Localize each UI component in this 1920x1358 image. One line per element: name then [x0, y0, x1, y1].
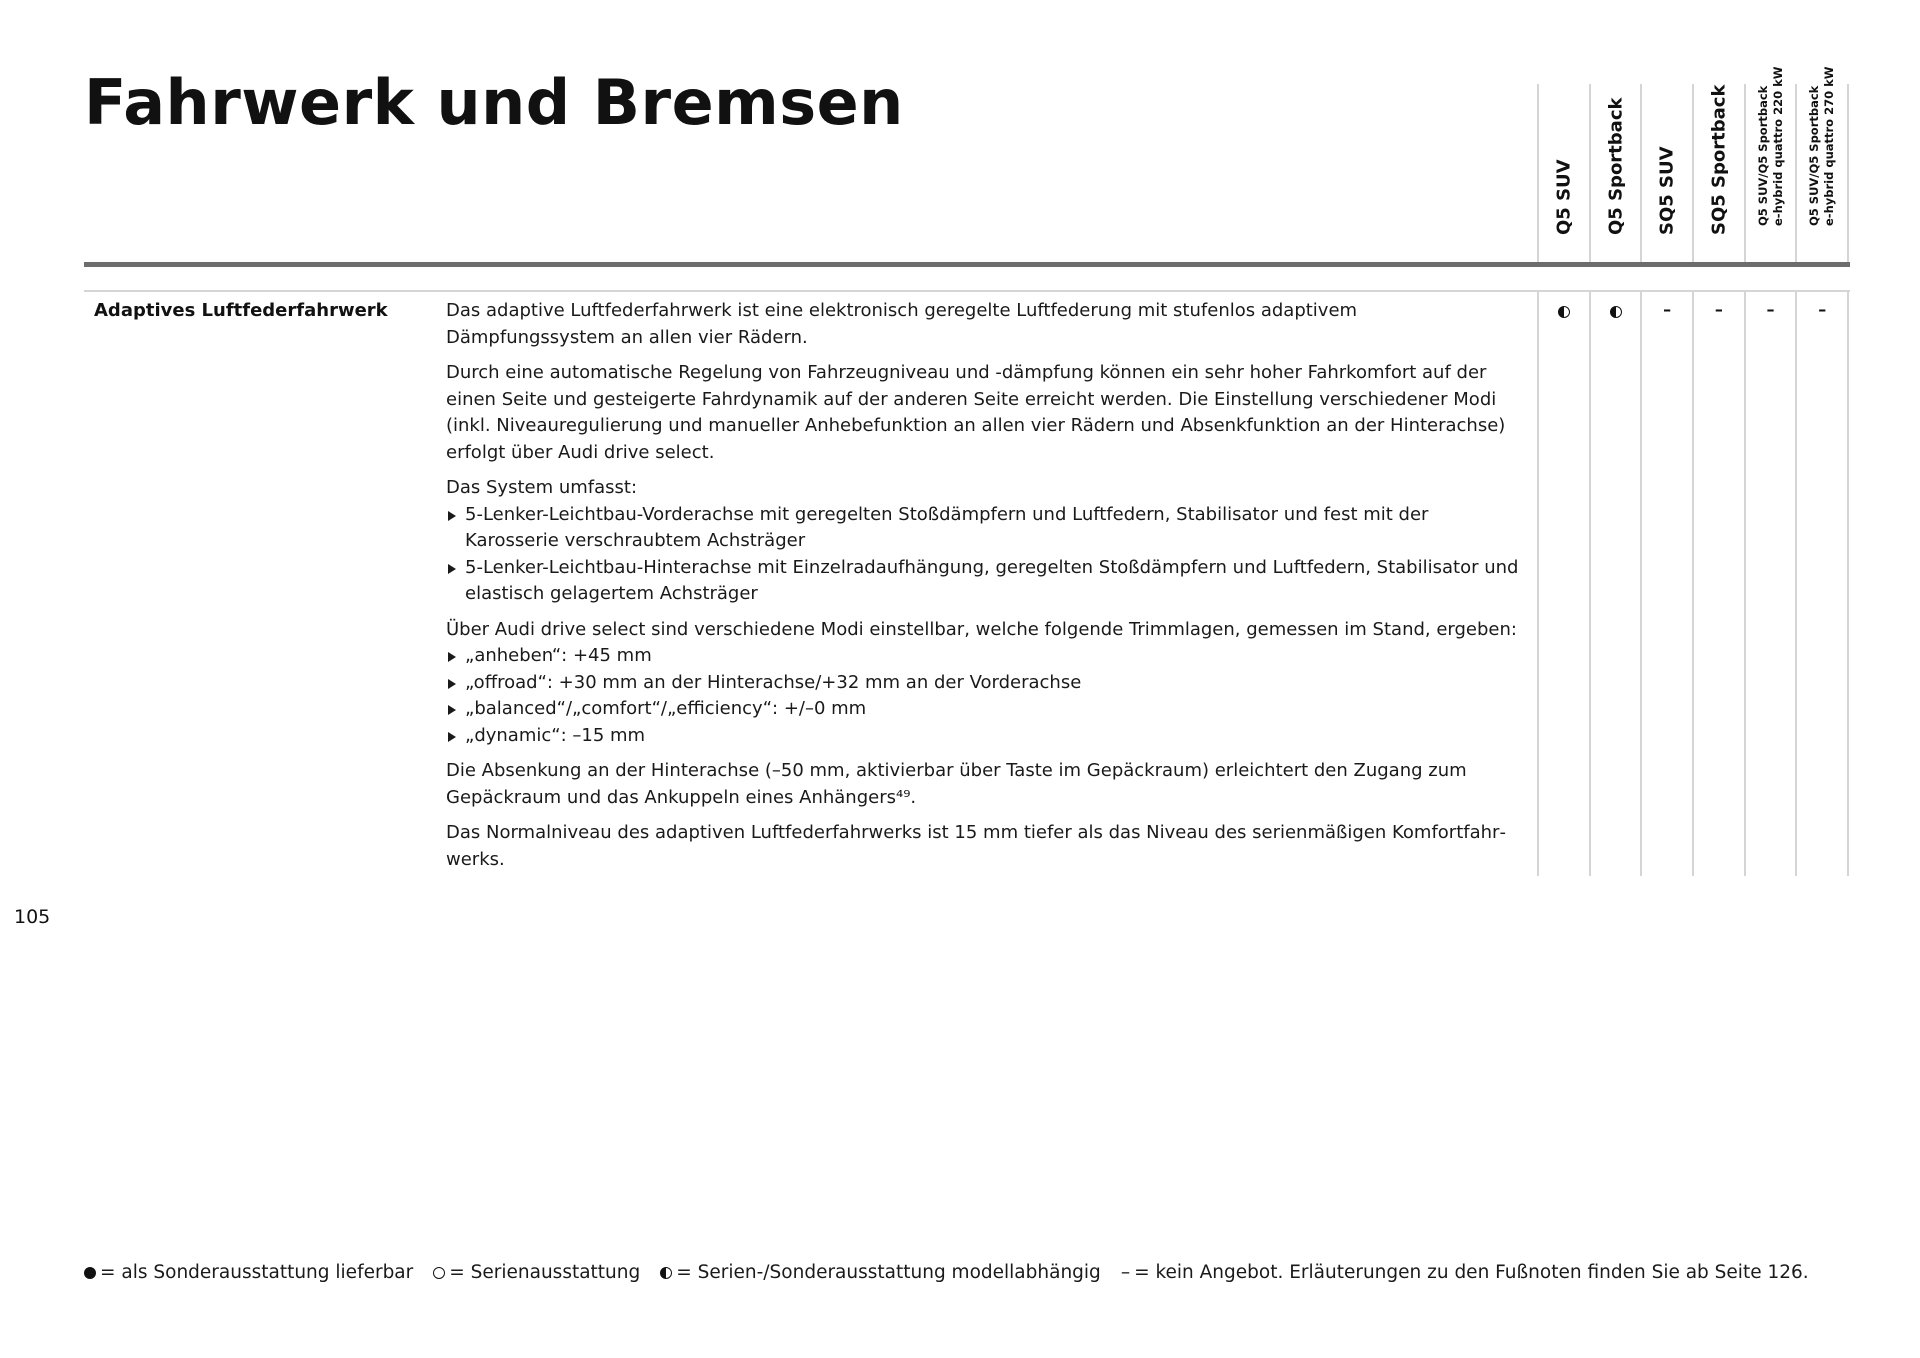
legend-item-optional: [84, 1262, 413, 1283]
list-item: „anheben“: +45 mm: [446, 643, 1526, 670]
description-paragraph: Das adaptive Luftfederfahrwerk ist eine elektronisch geregelte Luftfederung mit stufenlos adaptivem Dämpfungssystem an allen vier Rädern.: [446, 300, 1358, 348]
availability-cell-ehybrid-220: –: [1744, 292, 1796, 876]
half-filled-circle-icon: [1558, 306, 1570, 318]
bullet-list: [446, 502, 1526, 608]
column-header-ehybrid-270: [1795, 66, 1849, 262]
availability-cells: [1537, 292, 1849, 876]
availability-cell-sq5-suv: –: [1640, 292, 1692, 876]
legend-text: = Serien-/Sonderausstattung modellabhängig: [676, 1262, 1101, 1283]
column-label-line2: e-hybrid quattro 220 kW: [1770, 66, 1785, 226]
column-label-line2: e-hybrid quattro 270 kW: [1822, 66, 1837, 226]
description-paragraph: Das System umfasst:: [446, 477, 638, 498]
availability-cell-ehybrid-270: –: [1795, 292, 1849, 876]
list-item: „balanced“/„comfort“/„efficiency“: +/–0 mm: [446, 696, 1526, 723]
legend-item-not-available: [1121, 1262, 1809, 1283]
column-label: SQ5 SUV: [1656, 146, 1678, 235]
column-header-q5-suv: [1537, 84, 1589, 262]
legend-item-model-dependent: [660, 1262, 1101, 1283]
table-row: [84, 290, 1850, 876]
availability-cell-q5-suv: [1537, 292, 1589, 876]
description-paragraph: Das Normalniveau des adaptiven Luftfederfahrwerks ist 15 mm tiefer als das Niveau des serienmäßigen Komfortfahrwerks.: [446, 822, 1506, 870]
list-item: „dynamic“: –15 mm: [446, 723, 1526, 750]
empty-circle-icon: [433, 1267, 445, 1279]
page-number: 105: [14, 906, 51, 928]
half-filled-circle-icon: [1610, 306, 1622, 318]
legend-text: = Serienausstattung: [449, 1262, 641, 1283]
column-label-line1: Q5 SUV/Q5 Sportback: [1807, 85, 1822, 226]
column-header-sq5-suv: [1640, 84, 1692, 262]
column-header-sq5-sportback: [1692, 84, 1744, 262]
feature-name: Adaptives Luftfederfahrwerk: [94, 300, 388, 321]
legend: [84, 1262, 1809, 1283]
availability-cell-sq5-sportback: –: [1692, 292, 1744, 876]
column-headers: [1537, 66, 1849, 262]
dash-symbol: –: [1120, 1262, 1131, 1283]
column-label: [1807, 56, 1837, 226]
bullet-list: [446, 643, 1526, 749]
column-label: SQ5 Sportback: [1708, 84, 1730, 235]
header-divider: [84, 262, 1850, 267]
legend-item-standard: [433, 1262, 640, 1283]
column-label: [1756, 56, 1786, 226]
column-label: Q5 Sportback: [1605, 97, 1626, 235]
availability-cell-q5-sportback: [1589, 292, 1641, 876]
filled-circle-icon: [84, 1267, 96, 1279]
description-paragraph: Über Audi drive select sind verschiedene Modi einstellbar, welche folgende Trimmlagen, gemessen im Stand, ergeben:: [446, 618, 1517, 640]
column-header-q5-sportback: [1589, 84, 1641, 262]
column-header-ehybrid-220: [1744, 66, 1796, 262]
column-label-line1: Q5 SUV/Q5 Sportback: [1755, 85, 1770, 226]
description-paragraph: Die Absenkung an der Hinterachse (–50 mm, aktivierbar über Taste im Gepäckraum) erleichtert den Zugang zum Gepäckraum und das Ankuppeln eines Anhängers⁴⁹.: [446, 760, 1467, 808]
column-label: Q5 SUV: [1553, 159, 1575, 235]
description-paragraph: Durch eine automatische Regelung von Fahrzeugniveau und -dämpfung können ein sehr hoher Fahrkomfort auf der einen Seite und gesteigerte Fahrdynamik auf der anderen Seite erreicht werden. Die Einstellung verschiedener Modi (inkl. Niveauregulierung und manueller Anhebefunktion an allen vier Rädern und Absenkfunktion an der Hinterachse) erfolgt über Audi drive select.: [446, 362, 1506, 463]
feature-description: [446, 298, 1526, 882]
list-item: 5-Lenker-Leichtbau-Vorderachse mit geregelten Stoßdämpfern und Luftfedern, Stabilisator und fest mit der Karosserie verschraubtem Achsträger: [446, 502, 1526, 555]
list-item: „offroad“: +30 mm an der Hinterachse/+32 mm an der Vorderachse: [446, 670, 1526, 697]
legend-text: = kein Angebot. Erläuterungen zu den Fußnoten finden Sie ab Seite 126.: [1134, 1262, 1809, 1283]
list-item: 5-Lenker-Leichtbau-Hinterachse mit Einzelradaufhängung, geregelten Stoßdämpfern und Luftfedern, Stabilisator und elastisch gelagertem Achsträger: [446, 555, 1526, 608]
page-title: Fahrwerk und Bremsen: [84, 66, 904, 139]
half-filled-circle-icon: [660, 1267, 672, 1279]
legend-text: = als Sonderausstattung lieferbar: [100, 1262, 414, 1283]
